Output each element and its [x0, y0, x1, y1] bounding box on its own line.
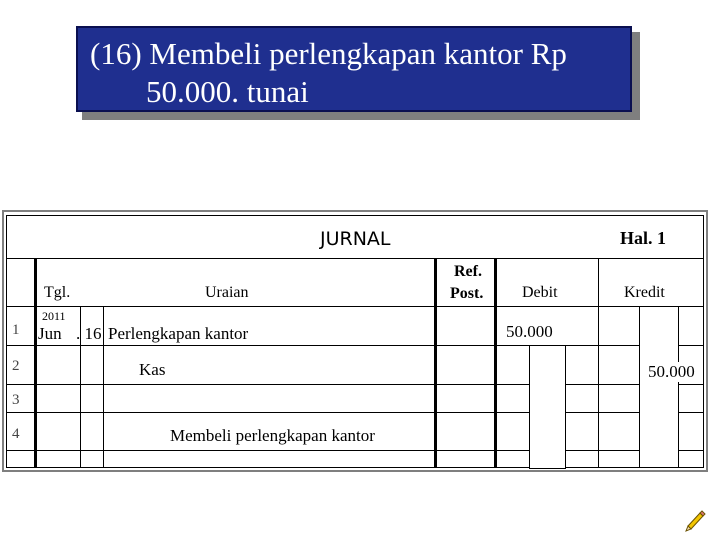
- row-number: 1: [12, 322, 20, 338]
- header-ref-post-line2: Post.: [450, 285, 484, 302]
- journal-title: JURNAL: [320, 228, 391, 250]
- col-rule-5: [494, 258, 497, 468]
- col-rule-6: [598, 258, 599, 468]
- page-number: Hal. 1: [620, 228, 667, 248]
- header-uraian: Uraian: [205, 284, 249, 301]
- entry-month: Jun: [38, 324, 62, 343]
- row-rule-5: [6, 450, 704, 451]
- row-number: 4: [12, 426, 20, 442]
- row-rule-4: [6, 412, 704, 413]
- entry-kredit-amount: 50.000: [648, 362, 695, 381]
- pencil-icon[interactable]: [684, 508, 708, 532]
- entry-description: Kas: [139, 360, 166, 379]
- header-ref-post-line1: Ref.: [454, 263, 482, 280]
- banner-line-2: 50.000. tunai: [146, 74, 309, 109]
- kredit-column-box: [639, 306, 679, 468]
- row-number: 3: [12, 392, 20, 408]
- row-rule-2: [6, 345, 704, 346]
- entry-description: Perlengkapan kantor: [108, 324, 249, 343]
- title-banner: [76, 26, 632, 112]
- entry-year: 2011: [42, 309, 66, 323]
- col-rule-3: [103, 306, 104, 468]
- header-debit: Debit: [522, 284, 558, 301]
- header-top-rule: [6, 258, 704, 259]
- entry-day: . 16: [76, 324, 102, 343]
- row-rule-1: [6, 306, 704, 307]
- col-rule-4: [434, 258, 437, 468]
- debit-column-box: [529, 345, 566, 469]
- entry-explanation: Membeli perlengkapan kantor: [170, 426, 375, 445]
- banner-line-1: (16) Membeli perlengkapan kantor Rp: [90, 36, 567, 71]
- header-kredit: Kredit: [624, 284, 665, 301]
- col-rule-1: [34, 258, 37, 468]
- header-tgl: Tgl.: [44, 284, 71, 301]
- row-number: 2: [12, 358, 20, 374]
- row-rule-3: [6, 384, 704, 385]
- entry-debit-amount: 50.000: [506, 322, 553, 341]
